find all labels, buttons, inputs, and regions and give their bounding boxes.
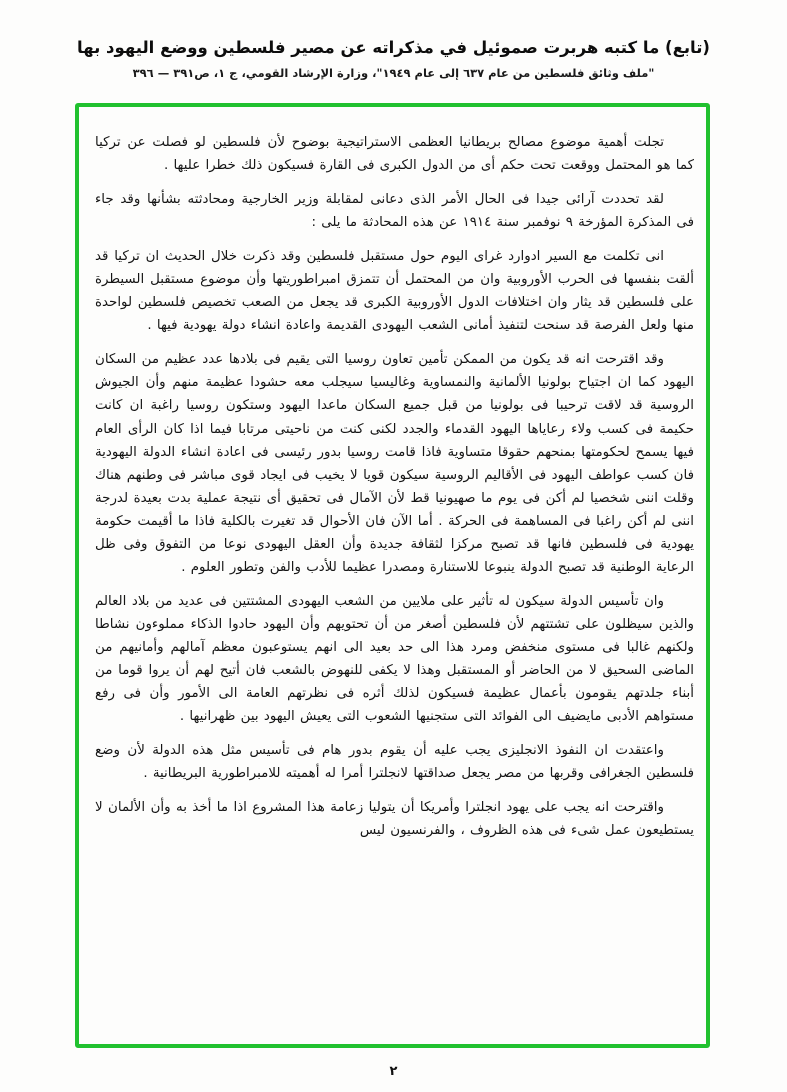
page-footer (0, 1060, 787, 1079)
paragraph-4: وقد اقترحت انه قد يكون من الممكن تأمين تعاون روسيا التى يقيم فى بلادها عدد عظيم من السكان اليهود كما ان اجتياح بولونيا الألمانية والنمساوية وغاليسيا سيجلب معه حشودا عظيمة منهم وأن الجيوش الروسية قد لاقت ترحيبا فى بولونيا من قبل جميع السكان ماعدا اليهود وستكون روسيا راغبة ان كانت حكيمة فى كسب ولاء رعاياها اليهود القدماء والجدد لكنى كنت من ناحيتى مرتابا فيما اذا كان الرأى العام فيها يسمح لحكومتها بمنحهم حقوقا متساوية فاذا قامت روسيا بدور رئيسى فى اعادة انشاء الدولة اليهودية فان كسب عواطف اليهود فى الأقاليم الروسية سيكون قويا لا يخيب فى ايجاد قوى مباشر فى وطنهم هناك وقلت اننى شخصيا لم أكن فى يوم ما صهيونيا قط لأن الآمال فى تحقيق أى نتيجة عملية بدت بعيدة لدرجة اننى لم أكن راغبا فى المساهمة فى الحركة . أما الآن فان الأحوال قد تغيرت بالكلية فاذا ما أقيمت حكومة يهودية فى فلسطين فانها قد تصبح مركزا لثقافة جديدة وأن العقل اليهودى نوعا من التفوق وفى ظل الرعاية الوطنية قد تصبح الدولة ينبوعا للاستنارة ومصدرا عظيما للأدب والفن وتطور العلوم . (95, 352, 694, 575)
source-citation-line: "ملف وثائق فلسطين من عام ٦٣٧ إلى عام ١٩٤٩"، وزارة الإرشاد القومي، ج ١، ص٣٩١ — ٣٩٦ (132, 66, 655, 80)
document-body (95, 131, 694, 842)
paragraph-1: تجلت أهمية موضوع مصالح بريطانيا العظمى الاستراتيجية بوضوح لأن فلسطين لو فصلت عن تركيا كما هو المحتمل ووقعت تحت حكم أى من الدول الكبرى فى القارة فسيكون ذلك خطرا عليها . (95, 135, 694, 174)
paragraph-3: انى تكلمت مع السير ادوارد غراى اليوم حول مستقبل فلسطين وقد ذكرت خلال الحديث ان تركيا قد ألقت بنفسها فى الحرب الأوروبية وان من المحتمل أن تتمزق امبراطوريتها وأن موضوع مستقبل السيطرة على فلسطين قد يثار وان اختلافات الدول الأوروبية الكبرى قد يجعل من الصعب تخصيص فلسطين لواحدة منها ولعل الفرصة قد سنحت لتنفيذ أمانى الشعب اليهودى القديمة واعادة انشاء دولة يهودية فيها . (95, 249, 694, 334)
paragraph-7: واقترحت انه يجب على يهود انجلترا وأمريكا أن يتوليا زعامة هذا المشروع اذا ما أخذ به وأن الألمان لا يستطيعون عمل شىء فى هذه الظروف ، والفرنسيون ليس (95, 800, 694, 839)
green-frame (75, 103, 710, 1048)
page-header (0, 0, 787, 80)
page-number: ٢ (389, 1064, 398, 1079)
paragraph-5: وان تأسيس الدولة سيكون له تأثير على ملايين من الشعب اليهودى المشتتين فى عديد من بلاد العالم والذين سيظلون على تشتتهم لأن فلسطين أصغر من أن تحتويهم وأن اليهود حادوا الذكاء مملوءون نشاطا ولكنهم غالبا فى مستوى منخفض ومرد هذا الى حد بعيد الى انهم يستوعبون معظم آمالهم وأمانيهم من الماضى السحيق لا من الحاضر أو المستقبل وهذا لا يكفى للنهوض بالشعب فان أتيح لهم أن يروا قوما من أبناء جلدتهم يقومون بأعمال عظيمة فسيكون لذلك أثره فى نظرتهم العامة الى الأمور وأن فى رفع مستواهم الأدبى مايضيف الى الفوائد التى ستجنيها الشعوب التى يعيش اليهود بين ظهرانيها . (95, 593, 694, 725)
paragraph-2: لقد تحددت آرائى جيدا فى الحال الأمر الذى دعانى لمقابلة وزير الخارجية ومحادثته بشأنها وقد جاء فى المذكرة المؤرخة ٩ نوفمبر سنة ١٩١٤ عن هذه المحادثة ما يلى : (95, 192, 694, 231)
document-title: (تابع) ما كتبه هربرت صموئيل في مذكراته عن مصير فلسطين ووضع اليهود بها (77, 38, 710, 57)
paragraph-6: واعتقدت ان النفوذ الانجليزى يجب عليه أن يقوم بدور هام فى تأسيس مثل هذه الدولة لأن وضع فلسطين الجغرافى وقربها من مصر يجعل صداقتها لانجلترا أمرا له أهميته للامبراطورية البريطانية . (95, 743, 694, 782)
